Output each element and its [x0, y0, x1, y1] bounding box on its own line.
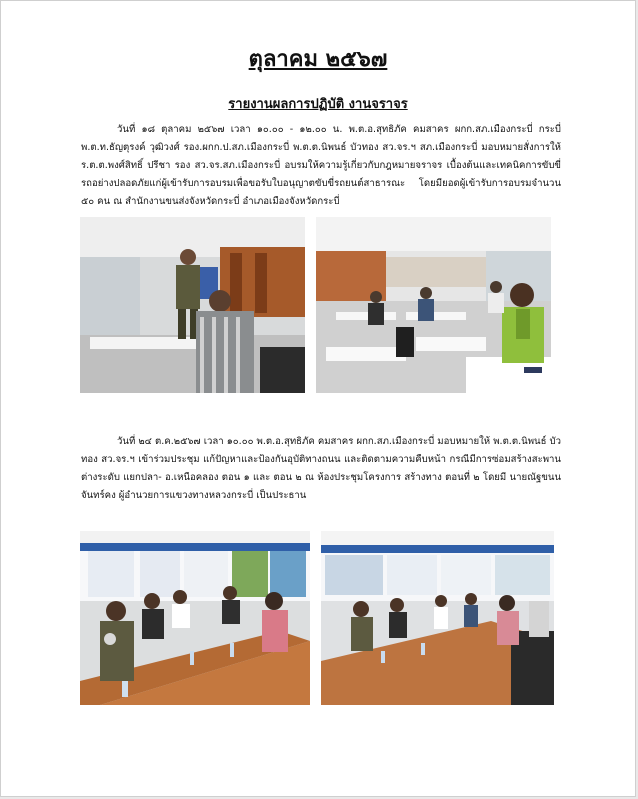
report-paragraph-2: วันที่ ๒๔ ต.ค.๒๕๖๗ เวลา ๑๐.๐๐ พ.ต.อ.สุทธิภัค คมสาคร ผกก.สภ.เมืองกระบี่ มอบหมายให้ พ.ต.ต.นิพนธ์ บัวทอง สว.จร.ฯ เข้าร่วมประชุม แก้ปัญหาและป้องกันอุบัติทางถนน และติดตามความคืบหน้า กรณีมีการซ่อมสร้างสะพานต่างระดับ แยกปลา- อ.เหนือคลอง ตอน ๑ และ ตอน ๒ ณ ห้องประชุมโครงการ สร้างทาง ตอนที่ ๒ โดยมี นายณัฐขนน จันทร์คง ผู้อำนวยการแขวงทางหลวงกระบี่ เป็นประธาน: [81, 436, 561, 501]
page-title: ตุลาคม ๒๕๖๗: [248, 47, 388, 72]
training-photo-classroom: [316, 217, 551, 393]
meeting-photo-2: [321, 531, 554, 705]
training-photo-presenter: [80, 217, 305, 393]
meeting-photo-1: [80, 531, 310, 705]
report-subtitle: รายงานผลการปฏิบัติ งานจราจร: [228, 97, 408, 112]
report-paragraph-1: วันที่ ๑๘ ตุลาคม ๒๕๖๗ เวลา ๑๐.๐๐ - ๑๒.๐๐ น. พ.ต.อ.สุทธิภัค คมสาคร ผกก.สภ.เมืองกระบี่ กระบี่ พ.ต.ท.ธัญตุรงค์ วุฒิวงศ์ รอง.ผกก.ป.สภ.เมืองกระบี่ พ.ต.ต.นิพนธ์ บัวทอง สว.จร.ฯ สภ.เมืองกระบี่ มอบหมายสั่งการให้ ร.ต.ต.พงศ์สิทธิ์ ปรีชา รอง สว.จร.สภ.เมืองกระบี่ อบรมให้ความรู้เกี่ยวกับกฎหมายจราจร เบื้องต้นและเทคนิคการขับขี่รถอย่างปลอดภัยแก่ผู้เข้ารับการอบรมเพื่อขอรับใบอนุญาตขับขี่รถยนต์สาธารณะ โดยมียอดผู้เข้ารับการอบรมจำนวน ๕๐ คน ณ สำนักงานขนส่งจังหวัดกระบี่ อำเภอเมืองจังหวัดกระบี่: [81, 124, 561, 207]
